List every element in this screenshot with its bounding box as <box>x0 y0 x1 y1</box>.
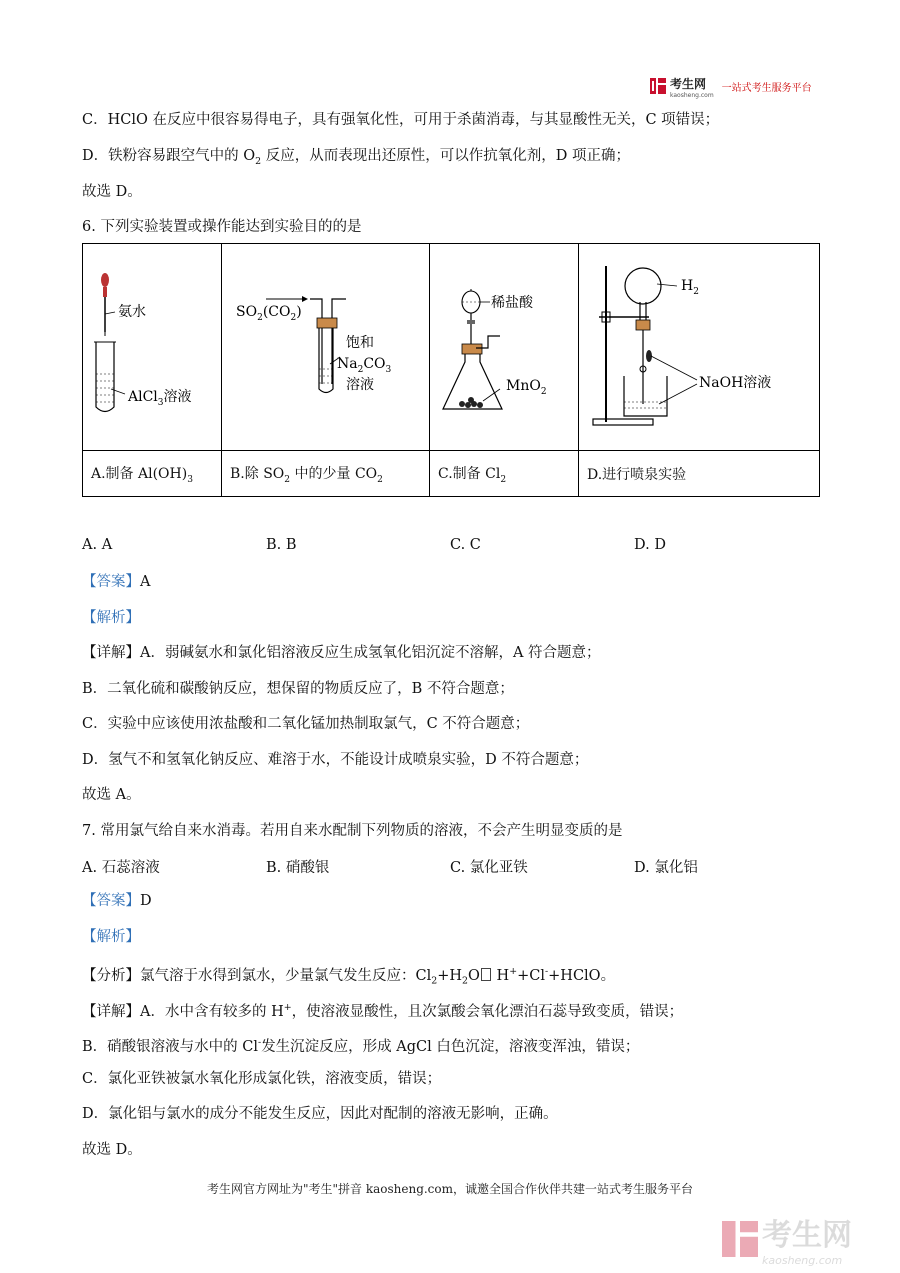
q7-stem: 7. 常用氯气给自来水消毒。若用自来水配制下列物质的溶液，不会产生明显变质的是 <box>82 823 623 839</box>
q6-detail-b: B．二氧化硫和碳酸钠反应，想保留的物质反应了，B 不符合题意； <box>82 681 514 697</box>
logo-text <box>670 73 714 99</box>
q7-option-b: B. 硝酸银 <box>266 860 330 876</box>
watermark-logo-icon <box>722 1221 758 1257</box>
svg-text:Na2CO3: $Na_2CO_3$ <box>337 356 392 375</box>
q6-option-c: C. C <box>450 537 481 553</box>
q7-choose: 故选 D。 <box>82 1142 142 1158</box>
equilibrium-glyph-icon <box>481 968 491 981</box>
svg-text:MnO2: MnO$_2$ <box>506 378 547 397</box>
apparatus-a-drawing <box>83 244 221 446</box>
q7-option-a: A. 石蕊溶液 <box>82 860 160 876</box>
apparatus-b-cell <box>222 244 430 451</box>
q7-fenxi: 【分析】氯气溶于水得到氯水，少量氯气发生反应：$Cl_2+H_2O$ H++Cl-+HClO。 <box>82 966 616 987</box>
q7-detail-c: C．氯化亚铁被氯水氧化形成氯化铁，溶液变质，错误； <box>82 1071 442 1087</box>
q6-detail-a: 【详解】A．弱碱氨水和氯化铝溶液反应生成氢氧化铝沉淀不溶解，A 符合题意； <box>82 645 601 661</box>
watermark <box>722 1210 852 1267</box>
svg-text:氨水: 氨水 <box>118 304 146 320</box>
logo-domain: kaosheng.com <box>670 92 714 99</box>
apparatus-b-drawing <box>222 244 429 446</box>
svg-text:溶液: 溶液 <box>346 377 374 393</box>
line-c-hclo: C．HClO 在反应中很容易得电子，具有强氧化性，可用于杀菌消毒，与其显酸性无关，C 项错误； <box>82 112 720 128</box>
q6-option-d: D. D <box>634 537 666 553</box>
header-slogan: 一站式考生服务平台 <box>721 82 812 94</box>
svg-text:AlCl3溶液: AlCl$_3$溶液 <box>128 389 192 408</box>
apparatus-a-cell <box>83 244 222 451</box>
header-logo <box>650 73 812 99</box>
kaosheng-logo-icon <box>650 78 666 94</box>
q6-analysis-tag: 【解析】 <box>82 610 140 626</box>
caption-c: C.制备 $Cl_2$ <box>430 451 579 497</box>
q6-stem: 6. 下列实验装置或操作能达到实验目的的是 <box>82 219 362 235</box>
apparatus-d-cell <box>579 244 820 451</box>
watermark-domain: kaosheng.com <box>762 1254 843 1267</box>
apparatus-table <box>82 243 820 497</box>
line-d-iron: D．铁粉容易跟空气中的 $O_2$ 反应，从而表现出还原性，可以作抗氧化剂，D 项正确； <box>82 148 630 167</box>
caption-d: D.进行喷泉实验 <box>579 451 820 497</box>
page-footer: 考生网官方网址为"考生"拼音 kaosheng.com，诚邀全国合作伙伴共建一站式考生服务平台 <box>206 1182 694 1196</box>
svg-text:稀盐酸: 稀盐酸 <box>491 295 533 311</box>
q7-detail-b: B．硝酸银溶液与水中的 Cl-发生沉淀反应，形成 AgCl 白色沉淀，溶液变浑浊，错误； <box>82 1037 640 1055</box>
q6-answer: 【答案】A <box>82 574 151 590</box>
q6-option-b: B. B <box>266 537 297 553</box>
q7-analysis-tag: 【解析】 <box>82 929 140 945</box>
q7-answer: 【答案】D <box>82 893 152 909</box>
caption-a: A.制备 $Al(OH)_3$ <box>83 451 222 497</box>
q6-option-a: A. A <box>82 537 113 553</box>
svg-text:NaOH溶液: NaOH溶液 <box>699 375 772 391</box>
q7-detail-a: 【详解】A．水中含有较多的 H+，使溶液显酸性，且次氯酸会氧化漂泊石蕊导致变质，错误； <box>82 1002 684 1020</box>
svg-text:饱和: 饱和 <box>346 335 374 351</box>
q7-option-d: D. 氯化铝 <box>634 860 698 876</box>
logo-name: 考生网 <box>670 77 707 91</box>
q7-detail-d: D．氯化铝与氯水的成分不能发生反应，因此对配制的溶液无影响，正确。 <box>82 1106 558 1122</box>
svg-text:SO2(CO2): $SO_2(CO_2)$ <box>236 304 302 323</box>
watermark-name: 考生网 <box>762 1218 852 1253</box>
svg-text:H2: $H_2$ <box>681 278 699 297</box>
q6-detail-d: D．氢气不和氢氧化钠反应、难溶于水，不能设计成喷泉实验，D 不符合题意； <box>82 752 589 768</box>
caption-b: B.除 $SO_2$ 中的少量 $CO_2$ <box>222 451 430 497</box>
line-choose-d: 故选 D。 <box>82 184 142 200</box>
apparatus-d-drawing <box>579 244 819 446</box>
q6-detail-c: C．实验中应该使用浓盐酸和二氧化锰加热制取氯气，C 不符合题意； <box>82 716 530 732</box>
apparatus-c-cell <box>430 244 579 451</box>
q7-option-c: C. 氯化亚铁 <box>450 860 528 876</box>
apparatus-c-drawing <box>430 244 578 446</box>
q6-choose: 故选 A。 <box>82 787 141 803</box>
